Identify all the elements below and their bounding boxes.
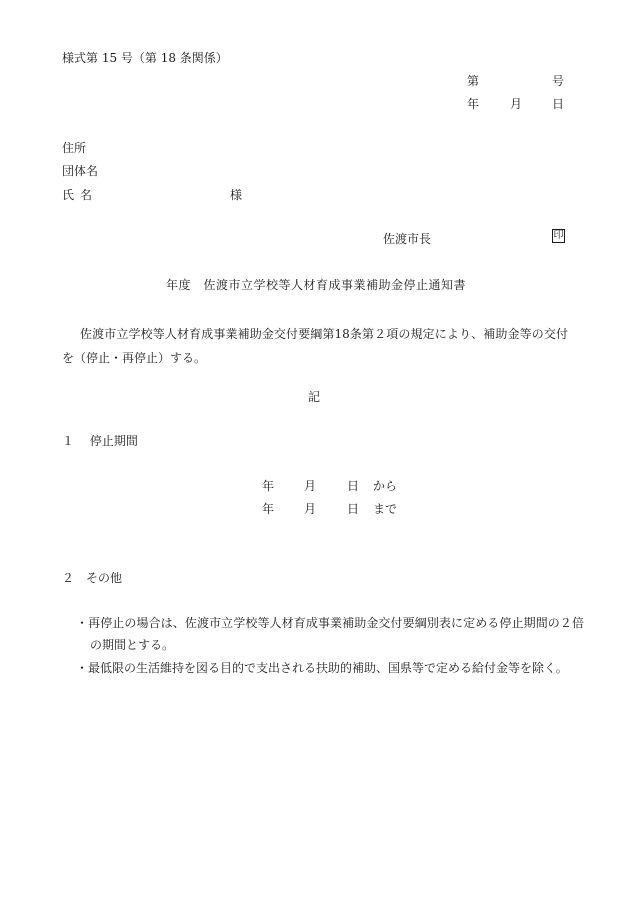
honorific: 様 bbox=[230, 188, 243, 202]
doc-number-label: 第 bbox=[467, 74, 480, 88]
mayor-label: 佐渡市長 bbox=[383, 232, 432, 246]
period-from-month: 月 bbox=[304, 479, 317, 493]
issue-date-month: 月 bbox=[510, 97, 523, 111]
section1-heading: １ 停止期間 bbox=[62, 434, 138, 448]
section2-heading: ２ その他 bbox=[62, 571, 123, 585]
issue-date-day: 日 bbox=[552, 97, 565, 111]
note-item: ・最低限の生活維持を図る目的で支出される扶助的補助、国県等で定める給付金等を除く。 bbox=[76, 661, 568, 675]
issue-date-year: 年 bbox=[467, 97, 480, 111]
body-paragraph: 佐渡市立学校等人材育成事業補助金交付要綱第18条第２項の規定により、補助金等の交付を（停止・再停止）する。 bbox=[62, 327, 568, 365]
address-label: 住所 bbox=[62, 141, 87, 155]
note-item: ・再停止の場合は、佐渡市立学校等人材育成事業補助金交付要綱別表に定める停止期間の２倍の期間とする。 bbox=[76, 616, 584, 652]
period-from-day: 日 bbox=[347, 479, 360, 493]
org-label: 団体名 bbox=[62, 164, 99, 178]
period-from-year: 年 bbox=[262, 479, 275, 493]
period-to-month: 月 bbox=[304, 502, 317, 516]
seal-mark: 印 bbox=[553, 230, 564, 241]
period-to-year: 年 bbox=[262, 502, 275, 516]
period-to-suffix: まで bbox=[373, 502, 398, 516]
period-from-suffix: から bbox=[373, 479, 398, 493]
period-to-day: 日 bbox=[347, 502, 360, 516]
ki-heading: 記 bbox=[308, 390, 321, 404]
form-title: 様式第 15 号（第 18 条関係） bbox=[62, 51, 228, 65]
document-title: 年度 佐渡市立学校等人材育成事業補助金停止通知書 bbox=[166, 278, 467, 292]
doc-number-suffix: 号 bbox=[552, 74, 565, 88]
name-label: 氏名 bbox=[62, 188, 99, 202]
